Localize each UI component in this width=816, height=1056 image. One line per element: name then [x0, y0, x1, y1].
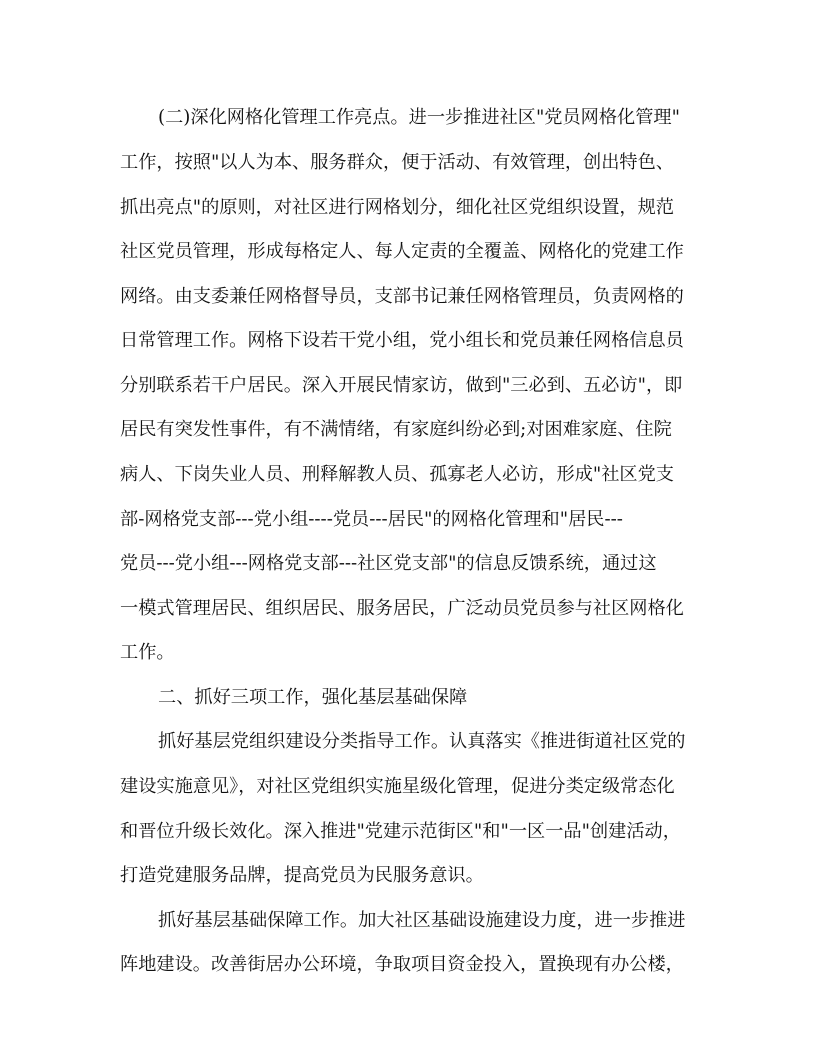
text-line: 抓好基层党组织建设分类指导工作。认真落实《推进街道社区党的	[158, 731, 686, 752]
text-line: 抓出亮点"的原则，对社区进行网格划分，细化社区党组织设置，规范	[120, 197, 674, 218]
text-line: 工作，按照"以人为本、服务群众，便于活动、有效管理，创出特色、	[120, 152, 674, 173]
text-line: 打造党建服务品牌，提高党员为民服务意识。	[120, 865, 484, 886]
text-line: 党员---党小组---网格党支部---社区党支部"的信息反馈系统，通过这	[120, 553, 657, 574]
text-line: 抓好基层基础保障工作。加大社区基础设施建设力度，进一步推进	[158, 910, 686, 931]
text-line: 网络。由支委兼任网格督导员，支部书记兼任网格管理员，负责网格的	[120, 286, 684, 307]
section-heading: 二、抓好三项工作，强化基层基础保障	[158, 687, 468, 708]
text-line: 社区党员管理，形成每格定人、每人定责的全覆盖、网格化的党建工作	[120, 241, 684, 262]
text-line: 工作。	[120, 642, 175, 663]
text-line: 一模式管理居民、组织居民、服务居民，广泛动员党员参与社区网格化	[120, 598, 684, 619]
text-line: (二)深化网格化管理工作亮点。进一步推进社区"党员网格化管理"	[158, 107, 680, 128]
text-line: 居民有突发性事件，有不满情绪，有家庭纠纷必到;对困难家庭、住院	[120, 419, 672, 440]
text-line: 部-网格党支部---党小组----党员---居民"的网格化管理和"居民---	[120, 509, 623, 530]
text-line: 病人、下岗失业人员、刑释解教人员、孤寡老人必访，形成"社区党支	[120, 464, 674, 485]
text-line: 建设实施意见》，对社区党组织实施星级化管理，促进分类定级常态化	[120, 776, 675, 797]
text-line: 日常管理工作。网格下设若干党小组，党小组长和党员兼任网格信息员	[120, 330, 684, 351]
text-line: 阵地建设。改善街居办公环境，争取项目资金投入，置换现有办公楼，	[120, 954, 684, 975]
text-line: 分别联系若干户居民。深入开展民情家访，做到"三必到、五必访"，即	[120, 375, 683, 396]
text-line: 和晋位升级长效化。深入推进"党建示范街区"和"一区一品"创建活动，	[120, 821, 681, 842]
